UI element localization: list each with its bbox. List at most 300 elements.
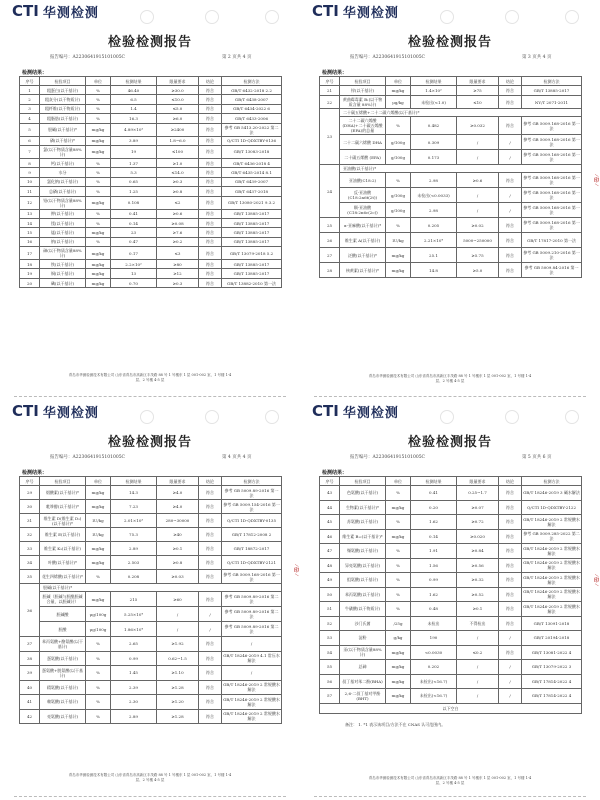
cell-result: 0.99 — [111, 651, 157, 666]
cell-no: 14 — [20, 218, 40, 227]
cell-conclusion: 符合 — [199, 269, 222, 278]
page-number: 第 4 页共 4 页 — [222, 455, 252, 460]
cell-method: Q/CTI 1D-QDXTBY-0136 — [222, 136, 282, 145]
cell-item: 叶酸(以干基计)* — [40, 556, 86, 570]
cell-item: 锌(以干基计) — [340, 86, 386, 96]
watermark-icon — [140, 10, 154, 24]
cell-result: 0.108 — [111, 196, 157, 209]
table-header-row — [320, 77, 582, 86]
cell-no: 22 — [320, 96, 340, 109]
cell-item: 蛋氨酸+胱氨酸(以干基计) — [40, 666, 86, 681]
cell-unit: % — [86, 95, 111, 104]
company-logo — [312, 2, 399, 20]
table-row — [20, 500, 282, 514]
cell-limit: ≥0.1 — [457, 602, 499, 617]
table-row — [20, 95, 282, 104]
header-no: 序号 — [20, 477, 40, 486]
cell-conclusion: 符合 — [199, 570, 222, 584]
cell-unit: /25g — [386, 616, 411, 631]
cell-limit: ≤5.0 — [157, 104, 199, 113]
cell-unit: mg/kg — [86, 247, 111, 260]
header-unit: 单位 — [386, 477, 411, 486]
footer-line: 层、2 号楼 4-5 层 — [135, 778, 165, 782]
cell-no: 21 — [320, 86, 340, 96]
logo-latin: CTI — [312, 402, 339, 420]
cell-limit: ≤14.0 — [157, 168, 199, 177]
cell-method: GB/T 13081-2022 4 — [522, 645, 582, 660]
cell-result: 0.20 — [411, 500, 457, 515]
cell-limit: / — [457, 674, 499, 689]
cell-conclusion: 符合 — [199, 209, 222, 218]
cell-conclusion: 符合 — [499, 645, 522, 660]
cell-item: 反-亚油酸(C18:2n6t(2t)) — [340, 188, 386, 203]
cell-limit: ≥0.02 — [457, 218, 499, 233]
cell-item: 苯丙氨酸+酪氨酸(以干基计) — [40, 637, 86, 652]
cell-limit: / — [457, 135, 499, 150]
cell-method: / — [222, 637, 282, 652]
cell-method: GB/T 13885-2017 — [222, 269, 282, 278]
cell-conclusion: / — [499, 660, 522, 675]
cell-no: 1 — [20, 86, 40, 95]
cell-limit: ≥0.72 — [457, 515, 499, 530]
cell-item: α-亚麻酸(以干基计)* — [340, 218, 386, 233]
cell-limit: ≤0.2 — [457, 645, 499, 660]
header-limit: 限量要求 — [457, 77, 499, 86]
cell-unit: % — [86, 209, 111, 218]
cell-limit: ≤10.0 — [157, 95, 199, 104]
header-no: 序号 — [320, 477, 340, 486]
cell-no: 52 — [320, 616, 340, 631]
cell-item: 镁(以干基计) — [40, 218, 86, 227]
cell-limit: ≥0.03 — [157, 570, 199, 584]
header-no: 序号 — [20, 77, 40, 86]
watermark-icon — [440, 10, 454, 24]
cell-method: GB/T 13885-2017 — [522, 86, 582, 96]
report-title: 检验检测报告 — [107, 435, 192, 450]
cell-result: 0.48 — [411, 602, 457, 617]
cell-conclusion: 符合 — [499, 587, 522, 602]
cell-unit: % — [86, 177, 111, 186]
cell-method: Q/CTI 1D-QDXTBY-0135 — [222, 514, 282, 528]
cell-conclusion: 符合 — [199, 95, 222, 104]
footer-line: 层、2 号楼 4-5 层 — [135, 378, 165, 382]
cell-no: 27 — [320, 248, 340, 263]
cell-conclusion: 符合 — [199, 218, 222, 227]
cell-unit: % — [386, 573, 411, 588]
cell-limit: 不得检出 — [457, 616, 499, 631]
cell-conclusion: 符合 — [199, 145, 222, 158]
cell-conclusion: 符合 — [499, 233, 522, 248]
cell-limit: ≥30.0 — [157, 86, 199, 95]
cell-conclusion: 符合 — [499, 248, 522, 263]
cell-limit: ≥1.28 — [157, 709, 199, 724]
cell-result: 0.173 — [411, 150, 457, 165]
cell-method: 参考 GB 5009.168-2016 第一法 — [522, 203, 582, 218]
table-row — [20, 145, 282, 158]
cell-unit: μg/kg — [386, 96, 411, 109]
cell-conclusion: 符合 — [499, 486, 522, 501]
watermark-icon — [205, 410, 219, 424]
cell-item: 黄曲霉毒素 B₁(以干物质含量 88%计) — [340, 96, 386, 109]
cell-method: 参考 GB 5009.84-2016 第一法 — [522, 263, 582, 278]
seal-stamp: ⁄ 印 ⁄ — [593, 575, 599, 586]
cell-no: 2 — [20, 95, 40, 104]
table-row — [320, 203, 582, 218]
cell-no: 32 — [20, 528, 40, 542]
header-result: 检测结果 — [111, 77, 157, 86]
table-row — [20, 260, 282, 269]
cell-method: GB/T 13083-2018 — [222, 145, 282, 158]
cell-result: 0.41 — [411, 486, 457, 501]
cell-conclusion: / — [499, 631, 522, 646]
cell-limit: ≥0.08 — [157, 218, 199, 227]
cell-method: GB/T 18246-2019 2 常规酸水解法 — [522, 515, 582, 530]
cell-unit: IU/kg — [86, 514, 111, 528]
cell-result: 1.45 — [111, 666, 157, 681]
cell-limit: ≥75 — [457, 86, 499, 96]
cell-item: 二十二碳六烯酸(DHA)+二十碳五烯酸(EPA)的总量 — [340, 117, 386, 135]
cell-no: 26 — [320, 233, 340, 248]
cell-item: 烟酸素(以干基计)* — [40, 486, 86, 500]
results-table — [19, 476, 282, 724]
table-row — [320, 218, 582, 233]
table-row — [20, 237, 282, 246]
table-row — [20, 666, 282, 681]
cell-method: 参考 GB 5009.89-2016 第二法 — [222, 607, 282, 622]
cell-no: 31 — [20, 514, 40, 528]
cell-unit: % — [86, 168, 111, 177]
cell-item: 钾(以干基计) — [40, 209, 86, 218]
table-row — [20, 209, 282, 218]
cell-limit: ≥0.56 — [457, 558, 499, 573]
cell-no: 42 — [20, 709, 40, 724]
cell-no: 30 — [20, 500, 40, 514]
header-limit: 限量要求 — [157, 477, 199, 486]
footer-line: 青岛市华测检测技术有限公司 山东省青岛市高新区丰茂路 88 号 1 号楼东 1 层 001-002 室、1 号楼 1-4 — [68, 773, 232, 777]
cell-result: 0.309 — [411, 135, 457, 150]
table-row — [20, 177, 282, 186]
cell-result: <0.0030 — [411, 645, 457, 660]
cell-conclusion: 符合 — [499, 96, 522, 109]
cell-limit: ≤3 — [157, 247, 199, 260]
cell-result: 1.62 — [411, 587, 457, 602]
cell-no: 45 — [320, 515, 340, 530]
table-row — [20, 269, 282, 278]
cell-result: 0.70 — [111, 278, 157, 287]
logo-chinese: 华测检测 — [42, 405, 99, 421]
table-row — [320, 486, 582, 501]
cell-result: 0.99 — [411, 573, 457, 588]
cell-conclusion: 符合 — [499, 602, 522, 617]
page-number: 第 2 页共 4 页 — [222, 55, 252, 60]
cell-limit: ≥0.3 — [157, 278, 199, 287]
group-heading: 二十碳五烯酸+二十二碳六烯酸(以干基计)* — [340, 109, 582, 117]
cell-result: 25.1 — [411, 248, 457, 263]
cell-item: 牛磺酸(以干物质计) — [340, 602, 386, 617]
logo-latin: CTI — [12, 2, 39, 20]
cell-conclusion: 符合 — [199, 637, 222, 652]
cell-item: 胆碱酸 — [40, 607, 86, 622]
cell-unit: % — [86, 570, 111, 584]
cell-unit: % — [86, 651, 111, 666]
cell-method: GB/T 13885-2017 — [222, 237, 282, 246]
cell-item: 汞(以干物质含量88%计) — [340, 645, 386, 660]
page-divider — [314, 796, 586, 797]
cell-conclusion: 符合 — [199, 168, 222, 177]
cell-conclusion: 符合 — [199, 136, 222, 145]
table-row — [20, 592, 282, 607]
cell-item: 色氨酸(以干基计) — [340, 486, 386, 501]
cell-no: 44 — [320, 500, 340, 515]
header-limit: 限量要求 — [457, 477, 499, 486]
cell-conclusion: 符合 — [499, 86, 522, 96]
cell-limit: ≥12 — [157, 269, 199, 278]
cell-unit: mg/kg — [86, 228, 111, 237]
cell-method: GB/T 6435-2014 8.1 — [222, 168, 282, 177]
cell-result: 2.503 — [111, 556, 157, 570]
cell-method: 参考 GB 5009.154-2016 第一法 — [223, 501, 280, 512]
cell-item: 维生素 E(以干基计) — [40, 528, 86, 542]
cell-limit: ≥60 — [157, 592, 199, 607]
cell-method: GB/T 13885-2017 — [222, 228, 282, 237]
cell-limit: ≥5.0 — [457, 263, 499, 278]
cell-unit: mg/kg — [86, 592, 111, 607]
cell-unit: g/kg — [386, 631, 411, 646]
cell-method: GB/T 18246-2019 2 常规酸水解法 — [222, 695, 282, 710]
cell-conclusion: 符合 — [499, 558, 522, 573]
footer-address — [340, 374, 560, 384]
table-row — [320, 263, 582, 278]
cell-conclusion: 符合 — [199, 228, 222, 237]
cell-conclusion: 符合 — [499, 263, 522, 278]
cell-limit: ≥5.75 — [457, 248, 499, 263]
cell-result: 1.91 — [411, 544, 457, 559]
table-row — [20, 104, 282, 113]
header-result: 检测结果 — [411, 477, 457, 486]
cell-limit: ≥0.3 — [157, 177, 199, 186]
cell-result: 5.3 — [111, 168, 157, 177]
cell-limit: ≥6.0 — [157, 114, 199, 123]
cell-conclusion: / — [199, 607, 222, 622]
cell-method: 参考 GB 5413.20-2022 第二法 — [222, 123, 282, 136]
table-row — [20, 695, 282, 710]
table-row — [320, 86, 582, 96]
cell-unit: % — [86, 114, 111, 123]
cell-unit: % — [86, 187, 111, 196]
header-limit: 限量要求 — [157, 77, 199, 86]
cell-item: 维生素 A(以干基计) — [340, 233, 386, 248]
cell-unit: mg/kg — [86, 486, 111, 500]
cell-limit: ≥0.020 — [457, 529, 499, 544]
cell-limit: / — [457, 660, 499, 675]
cell-item: 钠(以干基计) — [40, 237, 86, 246]
watermark-icon — [140, 410, 154, 424]
cell-conclusion: 符合 — [199, 666, 222, 681]
cell-conclusion: 符合 — [199, 278, 222, 287]
cell-method: GB/T 17814-2022 4 — [522, 689, 582, 704]
cell-unit: mg/kg — [86, 145, 111, 158]
watermark-icon — [565, 410, 579, 424]
cell-unit: % — [86, 637, 111, 652]
cell-unit: % — [86, 158, 111, 167]
table-row — [20, 607, 282, 622]
cell-unit: % — [386, 587, 411, 602]
cell-limit: ≥1.10 — [157, 666, 199, 681]
watermark-icon — [505, 410, 519, 424]
report-title: 检验检测报告 — [107, 35, 192, 50]
cell-no: 36 — [20, 584, 40, 637]
cell-item: 铅(以干物质含量88%计) — [40, 196, 86, 209]
cell-item: 组氨酸(以干基计) — [340, 573, 386, 588]
cell-result: 13 — [111, 269, 157, 278]
cell-conclusion: 符合 — [199, 709, 222, 724]
cell-limit: ≥1.20 — [157, 695, 199, 710]
group-heading-row — [320, 165, 582, 173]
cell-unit: % — [386, 218, 411, 233]
cell-result: 1.62 — [411, 515, 457, 530]
table-row — [320, 602, 582, 617]
cell-no: 39 — [20, 666, 40, 681]
report-page-3 — [300, 0, 600, 400]
table-row — [20, 651, 282, 666]
cell-unit: % — [86, 104, 111, 113]
cell-unit: % — [386, 486, 411, 501]
company-logo — [12, 2, 99, 20]
logo-latin: CTI — [312, 2, 339, 20]
cell-item: 花生四烯酸(以干基计)* — [40, 570, 86, 584]
cell-conclusion: 符合 — [199, 86, 222, 95]
cell-item: 泛酸(以干基计)* — [340, 248, 386, 263]
footer-line: 青岛市华测检测技术有限公司 山东省青岛市高新区丰茂路 88 号 1 号楼东 1 层 001-002 室、1 号楼 1-4 — [368, 776, 532, 780]
cell-unit: % — [386, 544, 411, 559]
cell-unit: % — [386, 117, 411, 135]
table-row — [20, 187, 282, 196]
cell-item: 粗灰分(以干物质计) — [40, 95, 86, 104]
cell-unit: % — [86, 218, 111, 227]
company-logo — [12, 402, 99, 420]
cell-method: GB/T 18246-2019 4.1 常压水解法 — [222, 651, 282, 666]
cell-no: 43 — [320, 486, 340, 501]
table-row — [320, 674, 582, 689]
logo-chinese: 华测检测 — [342, 405, 399, 421]
cell-result: 0.482 — [411, 117, 457, 135]
table-group-36 — [20, 584, 282, 637]
cell-method: GB/T 13079-2018 5.2 — [222, 247, 282, 260]
cell-method: GB/T 18246-2019 2 常规酸水解法 — [522, 544, 582, 559]
cell-item: 精氨酸(以干基计) — [40, 680, 86, 695]
table-row — [320, 631, 582, 646]
cell-method: 参考 GB 5009.89-2016 第二法 — [222, 592, 282, 607]
seal-stamp: ⁄ 印 ⁄ — [593, 175, 599, 186]
table-row — [320, 500, 582, 515]
cell-conclusion: 符合 — [199, 260, 222, 269]
table-row — [20, 86, 282, 95]
cell-conclusion: 符合 — [499, 218, 522, 233]
cell-limit: ≥1.0 — [157, 158, 199, 167]
cell-conclusion: 符合 — [199, 123, 222, 136]
cell-no: 55 — [320, 660, 340, 675]
cell-conclusion: 符合 — [199, 651, 222, 666]
table-row — [20, 514, 282, 528]
cell-item: 胆酸 — [40, 622, 86, 637]
cell-result: 未检出(<16.7) — [411, 674, 457, 689]
cell-method: GB/T 13091-2018 — [522, 616, 582, 631]
cell-item: 粗脂肪(以干基计) — [40, 114, 86, 123]
cell-limit: 1.8~6.0 — [157, 136, 199, 145]
cell-item: 磷(以干基计)* — [40, 136, 86, 145]
cell-result: 0.14 — [411, 529, 457, 544]
cell-item: 维生素 D(维生素 D₃)(以干基计)* — [40, 514, 86, 528]
cell-method: GB/T 6436-2018 4 — [222, 158, 282, 167]
cell-conclusion: 符合 — [199, 592, 222, 607]
table-row — [20, 709, 282, 724]
cell-conclusion: 符合 — [199, 187, 222, 196]
footer-line: 青岛市华测检测技术有限公司 山东省青岛市高新区丰茂路 88 号 1 号楼东 1 层 001-002 室、1 号楼 1-4 — [68, 373, 232, 377]
cell-result: 2.21×10⁴ — [411, 233, 457, 248]
page-divider — [14, 796, 286, 797]
cell-no: 35 — [20, 570, 40, 584]
cell-result: 14.3 — [111, 486, 157, 500]
table-row — [320, 587, 582, 602]
cell-conclusion: 符合 — [199, 177, 222, 186]
cell-conclusion: 符合 — [499, 515, 522, 530]
cell-unit: mg/kg — [86, 278, 111, 287]
cell-unit: mg/kg — [86, 123, 111, 136]
header-conclusion: 结论 — [499, 77, 522, 86]
table-body-top — [320, 86, 582, 109]
header-method: 检测方法 — [222, 477, 282, 486]
cell-result: 1.56 — [411, 558, 457, 573]
cell-no: 6 — [20, 136, 40, 145]
cell-conclusion: 符合 — [499, 544, 522, 559]
cell-result: 46.40 — [111, 86, 157, 95]
cell-limit: ≤100 — [157, 145, 199, 158]
table-row — [320, 150, 582, 165]
cell-no: 46 — [320, 529, 340, 544]
cell-no: 24 — [320, 165, 340, 218]
table-row — [320, 173, 582, 188]
table-row — [20, 136, 282, 145]
cell-item: 氯化钠(以干基计) — [40, 177, 86, 186]
cell-unit: IU/kg — [86, 528, 111, 542]
table-row — [20, 278, 282, 287]
group-heading: 胆碱(以干基计)* — [40, 584, 282, 592]
table-row — [20, 637, 282, 652]
cell-unit: % — [386, 558, 411, 573]
cell-no: 40 — [20, 680, 40, 695]
cell-method: GB/T 18246-2019 2 常规酸水解法 — [522, 602, 582, 617]
cell-item: 亮氨酸(以干基计) — [40, 709, 86, 724]
cell-result: 1.4 — [111, 104, 157, 113]
page-divider — [14, 396, 286, 397]
cell-limit: ≥80 — [157, 260, 199, 269]
cell-result: 14.8 — [411, 263, 457, 278]
cell-unit: μg/100g — [86, 622, 111, 637]
cell-unit: mg/kg — [386, 674, 411, 689]
table-body — [20, 86, 282, 288]
cell-unit: mg/kg — [386, 529, 411, 544]
cell-no: 33 — [20, 542, 40, 556]
footer-line: 层、2 号楼 4-5 层 — [435, 379, 465, 383]
cell-unit: mg/kg — [386, 263, 411, 278]
cell-method: 参考 GB 5009.168-2016 第一法 — [522, 173, 582, 188]
cell-limit: ≥1.28 — [157, 680, 199, 695]
cell-no: 4 — [20, 114, 40, 123]
cell-method: GB/T 6432-2018 2.2 — [222, 86, 282, 95]
cell-conclusion: 符合 — [199, 695, 222, 710]
cell-result: 2.65 — [111, 637, 157, 652]
report-page-5 — [300, 400, 600, 800]
